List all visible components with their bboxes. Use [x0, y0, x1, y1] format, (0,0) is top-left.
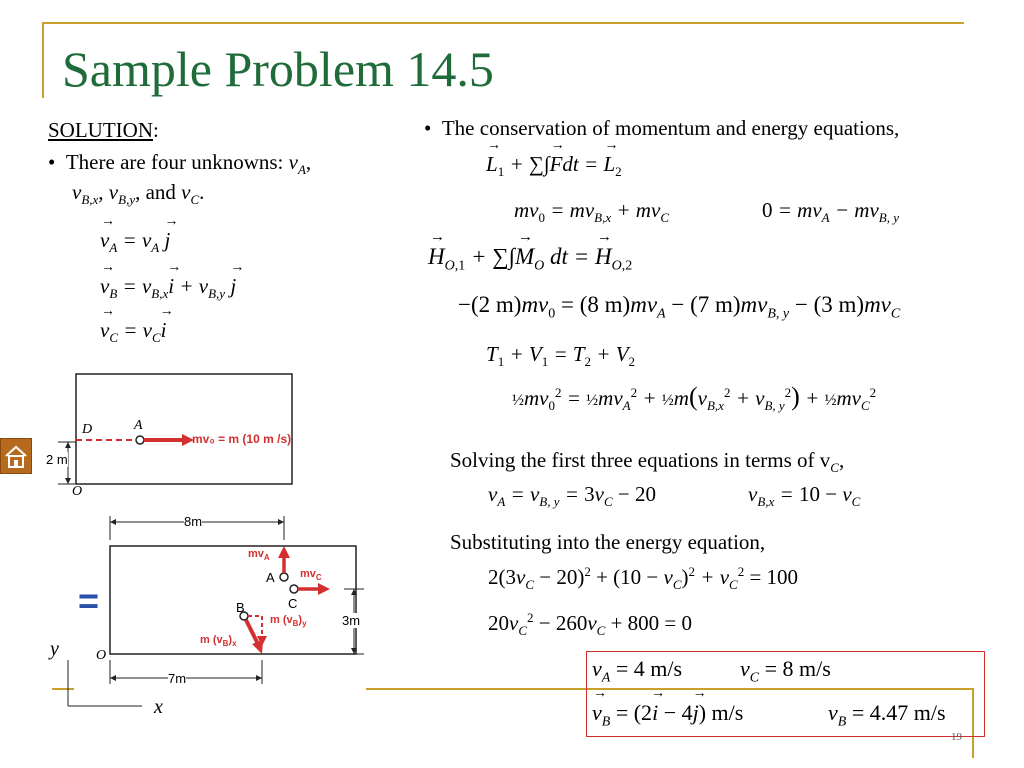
- label-mvby-text: m (v: [270, 614, 293, 626]
- label-mvbx-sub2: x: [232, 639, 237, 649]
- dim-2m: 2 m: [46, 452, 68, 467]
- momentum-label-top: mv₀ = m (10 m /s): [192, 432, 292, 446]
- dim-7m: 7m: [168, 671, 187, 686]
- eq-x-component: $mv_0 = mv_{B,x} + mv_C$: [514, 198, 669, 226]
- label-mvc: [300, 568, 322, 582]
- label-c: C: [288, 596, 298, 611]
- solving-text-end: ,: [838, 448, 845, 472]
- eq-linear-momentum: L → $_1$ + ∑∫F → dt = L → $_2$: [486, 138, 622, 180]
- axis-x-label: x: [154, 696, 163, 718]
- equation-vb: v → $_B = v_{B,x}i$ → + $v_{B,y}$ j →: [100, 260, 245, 302]
- label-a-bottom: A: [266, 570, 275, 585]
- bullet-dot: •: [48, 150, 66, 174]
- solution-colon: :: [153, 118, 159, 142]
- equals-sign: =: [78, 580, 100, 621]
- home-icon: [1, 439, 31, 473]
- unknowns-bullet-line2: $v_{B,x}$, $v_{B,y}$, and $v_C$.: [72, 180, 205, 208]
- dim-3m: 3m: [342, 613, 361, 628]
- top-accent-line: [42, 22, 964, 24]
- eq-angular-expanded: −(2 $m)mv_0 = (8$ $m)mv_A - (7$ $m)mv_{B, y} - (3$ $m)mv_C$: [458, 292, 901, 322]
- label-o-top: O: [72, 484, 83, 499]
- equation-va: v → $_A = v_A$ j →: [100, 214, 179, 256]
- label-mvbx-sub: B: [222, 639, 229, 649]
- label-b: B: [236, 600, 245, 615]
- solving-text: [450, 448, 844, 476]
- label-mvby-end: ): [298, 614, 303, 626]
- label-o-bottom: O: [96, 648, 107, 663]
- solution-label: SOLUTION: [48, 118, 153, 142]
- label-mvbx-end: ): [228, 634, 233, 646]
- label-mvby: [270, 614, 307, 628]
- axis-y-label: y: [50, 638, 59, 660]
- solving-text-body: Solving the first three equations in terms of v: [450, 448, 831, 472]
- answer-va: $v_A = 4$ m/s: [592, 656, 683, 686]
- label-mvc-text: mv: [300, 568, 316, 580]
- eq-energy: $T_1 + V_1 = T_2 + V_2$: [486, 342, 636, 370]
- eq-energy-expanded: $\frac{1}{2}mv_0^2$ = $\frac{1}{2}mv_A^2$ + $\frac{1}{2}m(v_{B,x}^2 + v_{B, y}^2)$ + $\frac{1}{2}mv_C^2$: [512, 382, 877, 414]
- answer-vb: $v_B = 4.47$ m/s: [828, 700, 946, 730]
- substituting-text: Substituting into the energy equation,: [450, 530, 766, 554]
- home-button[interactable]: [0, 438, 32, 474]
- label-mvby-sub: B: [292, 619, 299, 629]
- label-a-top: A: [134, 418, 143, 433]
- left-accent-line: [42, 22, 44, 98]
- solving-text-sub: C: [830, 460, 839, 476]
- axes-indicator: [60, 660, 150, 710]
- solution-heading: [48, 118, 159, 143]
- dim-8m: 8m: [184, 514, 203, 529]
- slide-number: 19: [951, 731, 962, 743]
- label-mva: [248, 548, 270, 562]
- bullet-dot-right: •: [424, 116, 442, 140]
- label-mvbx-text: m (v: [200, 634, 223, 646]
- conservation-text: The conservation of momentum and energy equations,: [441, 116, 900, 140]
- label-mvby-sub2: y: [302, 619, 307, 629]
- label-mvc-sub: C: [315, 573, 322, 583]
- page-title: Sample Problem 14.5: [62, 41, 494, 97]
- eq-quadratic: $20v_C^2 - 260v_C + 800 = 0$: [488, 610, 693, 639]
- answer-vb-vector: v → $_B$ = (2i → − 4j → ) m/s: [592, 686, 744, 730]
- label-d: D: [82, 422, 93, 437]
- eq-substituted: $2(3v_C - 20)^2 + (10 - v_C)^2 + v_C^2 = 100$: [488, 564, 799, 593]
- label-mva-text: mv: [248, 548, 264, 560]
- label-mvbx: [200, 634, 237, 648]
- label-mva-sub: A: [263, 553, 270, 563]
- eq-solved-va: $v_A = v_{B, y} = 3v_C - 20$: [488, 482, 657, 510]
- unknowns-bullet: • There are four unknowns: $v_A$,: [48, 150, 312, 178]
- eq-angular-momentum: H → $_{O,1}$ + ∑∫M → $_O$ dt = H → $_{O,2}$: [428, 229, 633, 274]
- eq-solved-vbx: $v_{B,x} = 10 - v_C$: [748, 482, 861, 510]
- eq-y-component: $0 = mv_A - mv_{B, y}$: [762, 198, 900, 226]
- answer-vc: $v_C = 8$ m/s: [740, 656, 831, 686]
- equation-vc: v → $_C = v_Ci$ →: [100, 304, 174, 346]
